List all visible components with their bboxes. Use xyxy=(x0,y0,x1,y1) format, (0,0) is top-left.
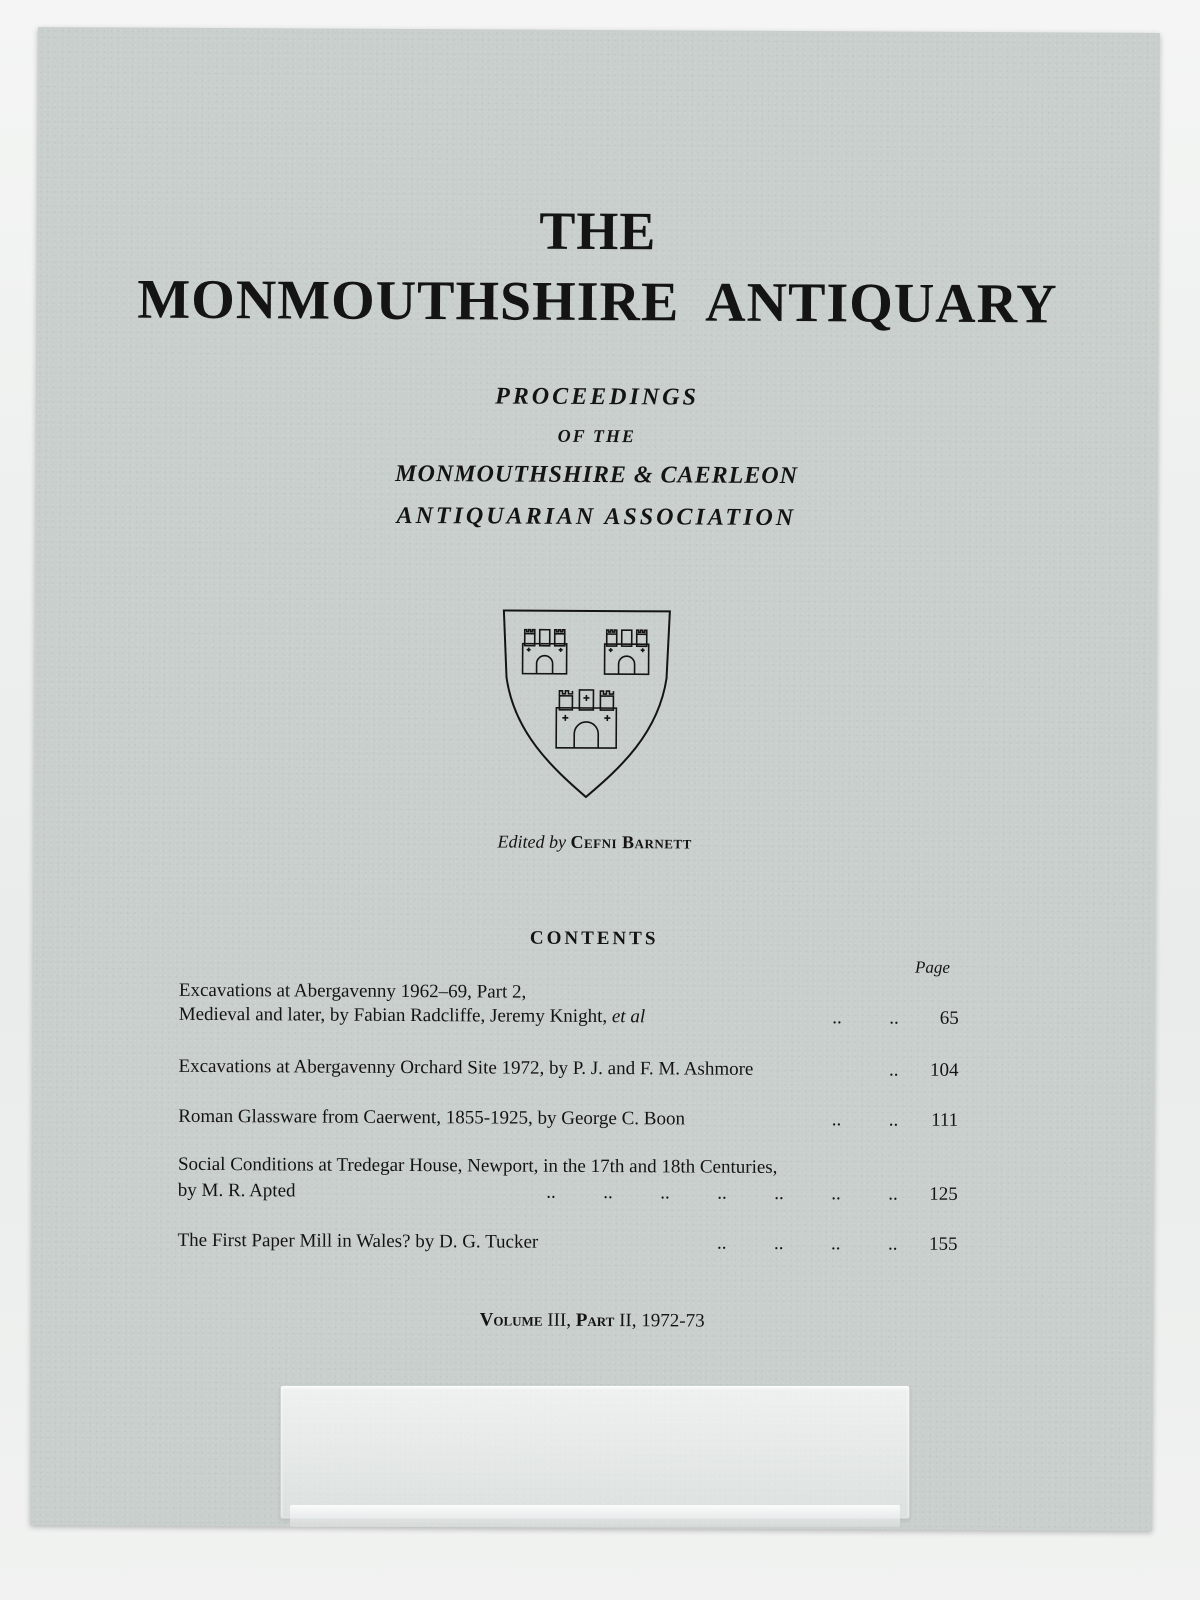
part-prefix: Part xyxy=(575,1309,615,1332)
toc-entry-3-title: Roman Glassware from Caerwent, 1855-1925, by George C. Boon xyxy=(178,1105,686,1130)
toc-entry-4-line2 xyxy=(178,1180,958,1206)
toc-entry-5-page: 155 xyxy=(929,1233,958,1255)
toc-entry-1-line2 xyxy=(179,1004,959,1030)
toc-leader-dots: .. xyxy=(888,1059,899,1081)
toc-entry-1-page: 65 xyxy=(939,1007,959,1029)
toc-leader-dots: .. .. xyxy=(831,1109,899,1131)
subtitle-proceedings: PROCEEDINGS xyxy=(495,383,699,411)
toc-entry-2 xyxy=(178,1056,958,1082)
title-the: THE xyxy=(539,200,657,262)
toc-entry-4-page: 125 xyxy=(929,1183,958,1205)
volume-prefix: Volume xyxy=(479,1309,543,1331)
toc-entry-4-line1: Social Conditions at Tredegar House, Newport, in the 17th and 18th Centuries, xyxy=(177,1153,778,1178)
toc-entry-1-text: Medieval and later, by Fabian Radcliffe, Jeremy Knight, xyxy=(178,1003,612,1028)
journal-cover xyxy=(30,27,1160,1531)
volume-info xyxy=(31,1307,1153,1335)
toc-entry-3 xyxy=(178,1106,958,1132)
toc-entry-3-page: 111 xyxy=(931,1109,959,1131)
acrylic-display-stand xyxy=(280,1385,910,1519)
journal-title: MONMOUTHSHIRE ANTIQUARY xyxy=(137,268,1058,336)
toc-entry-5 xyxy=(178,1230,958,1256)
toc-entry-5-title: The First Paper Mill in Wales? by D. G. Tucker xyxy=(177,1229,539,1253)
contents-heading: CONTENTS xyxy=(529,927,659,950)
toc-entry-1-et-al: et al xyxy=(611,1006,646,1028)
editor-credit xyxy=(34,829,1156,856)
display-stand-base xyxy=(290,1505,900,1527)
shield-with-three-castles-icon xyxy=(500,608,673,801)
toc-entry-1-line1: Excavations at Abergavenny 1962–69, Part 2, xyxy=(178,979,527,1003)
subtitle-association-line2: ANTIQUARIAN ASSOCIATION xyxy=(396,502,797,532)
toc-entry-2-page: 104 xyxy=(929,1059,959,1081)
editor-name: Cefni Barnett xyxy=(570,831,692,853)
toc-leader-dots: .. .. xyxy=(832,1007,899,1029)
toc-leader-dots: .. .. .. .. .. .. .. xyxy=(546,1181,898,1205)
toc-entry-2-title: Excavations at Abergavenny Orchard Site 1972, by P. J. and F. M. Ashmore xyxy=(178,1055,754,1080)
editor-prefix: Edited by xyxy=(497,831,567,852)
volume-number: III, xyxy=(547,1309,572,1331)
part-number: II, xyxy=(619,1310,637,1332)
toc-leader-dots: .. .. .. .. xyxy=(717,1232,898,1255)
page-column-heading: Page xyxy=(914,957,951,977)
subtitle-association-line1: MONMOUTHSHIRE & CAERLEON xyxy=(395,460,799,490)
volume-years: 1972-73 xyxy=(641,1310,705,1332)
toc-entry-4-author: by M. R. Apted xyxy=(177,1179,296,1202)
subtitle-of-the: OF THE xyxy=(557,425,636,447)
